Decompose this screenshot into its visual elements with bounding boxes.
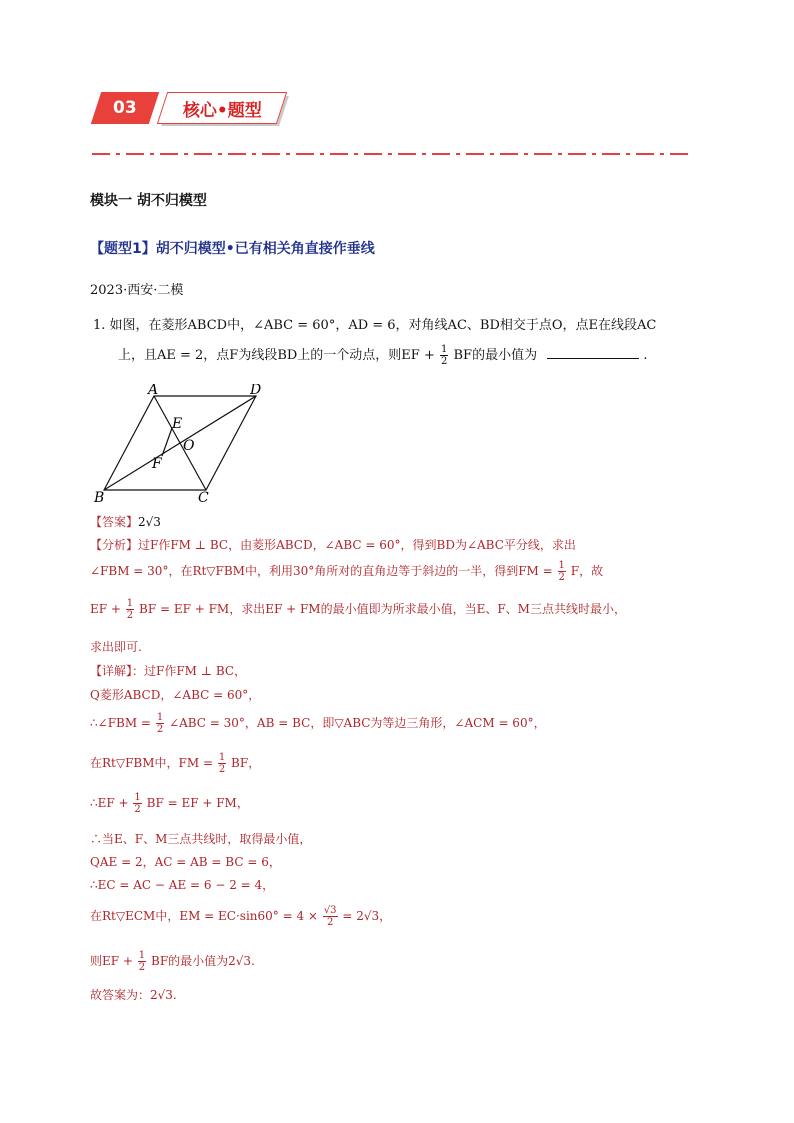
module-title: 模块一 胡不归模型 (90, 193, 207, 209)
solution-line-2: Q菱形ABCD，∠ABC = 60°， (90, 688, 261, 702)
analysis-tag: 【分析】 (90, 538, 139, 552)
question-text-2b: BF的最小值为 (453, 348, 538, 363)
solution-text-10b: BF的最小值为2√3. (151, 954, 255, 968)
question-line-1 (93, 314, 656, 333)
solution-line-11: 故答案为：2√3. (90, 988, 177, 1002)
solution-text-3a: ∴∠FBM = (90, 716, 151, 730)
label-o: O (183, 438, 195, 454)
question-type-title: 【题型1】胡不归模型•已有相关角直接作垂线 (90, 241, 375, 257)
fraction-half: $\frac{1}{2}$ (156, 712, 164, 735)
solution-line-8: ∴EC = AC − AE = 6 − 2 = 4， (90, 878, 275, 892)
solution-text-4a: 在Rt▽FBM中，FM = (90, 756, 214, 770)
answer-tag: 【答案】 (90, 515, 139, 529)
solution-tag: 【详解】 (90, 664, 133, 678)
section-number: 03 (113, 98, 137, 118)
label-f: F (152, 456, 162, 472)
section-title-box (157, 92, 287, 124)
fraction-half: $\frac{1}{2}$ (440, 344, 448, 367)
analysis-text-2b: F，故 (570, 564, 604, 578)
analysis-text-2a: ∠FBM = 30°，在Rt▽FBM中，利用30°角所对的直角边等于斜边的一半，得到FM = (90, 564, 553, 578)
solution-line-9 (90, 905, 391, 928)
question-source: 2023·西安·二模 (90, 283, 184, 298)
fraction-sqrt3-half: $\frac{√3}{2}$ (323, 905, 337, 928)
fraction-half: $\frac{1}{2}$ (126, 598, 134, 621)
question-text-1: 如图，在菱形ABCD中，∠ABC = 60°，AD = 6，对角线AC、BD相交于点O，点E在线段AC (109, 318, 657, 333)
solution-text-10a: 则EF + (90, 954, 133, 968)
analysis-line-3 (90, 598, 626, 621)
segment-ef (162, 428, 172, 456)
label-b: B (94, 490, 105, 504)
analysis-line-4: 求出即可. (90, 640, 142, 654)
question-number: 1. (93, 318, 106, 333)
solution-text-9b: = 2√3， (342, 909, 392, 923)
analysis-text-1: 过F作FM ⊥ BC，由菱形ABCD，∠ABC = 60°，得到BD为∠ABC平分线，求出 (138, 538, 576, 552)
answer-blank (547, 345, 639, 359)
answer-value: 2√3 (138, 515, 161, 529)
solution-text-4b: BF， (231, 756, 261, 770)
question-end: . (643, 348, 648, 363)
fraction-half: $\frac{1}{2}$ (134, 792, 141, 815)
solution-text-3b: ∠ABC = 30°，AB = BC，即▽ABC为等边三角形，∠ACM = 60°， (169, 716, 546, 730)
label-d: D (250, 384, 262, 398)
question-line-2 (118, 344, 648, 367)
rhombus-figure (90, 384, 280, 504)
label-e: E (172, 416, 183, 432)
solution-text-1: ：过F作FM ⊥ BC， (132, 664, 247, 678)
analysis-line-1 (90, 536, 576, 553)
section-title: 核心•题型 (182, 100, 262, 121)
analysis-line-2 (90, 560, 603, 583)
solution-line-10 (90, 950, 255, 973)
solution-line-6: ∴当E、F、M三点共线时，取得最小值， (90, 832, 312, 846)
question-text-2a: 上，且AE = 2，点F为线段BD上的一个动点，则EF + (118, 348, 435, 363)
section-header (96, 92, 286, 126)
solution-line-5 (90, 792, 249, 815)
solution-text-5a: ∴EF + (90, 796, 129, 810)
section-number-badge (91, 92, 159, 124)
solution-text-5b: BF = EF + FM， (146, 796, 249, 810)
label-a: A (148, 384, 159, 398)
analysis-text-3b: BF = EF + FM，求出EF + FM的最小值即为所求最小值，当E、F、M三点共线时最小， (139, 602, 626, 616)
solution-line-1 (90, 662, 246, 679)
diagonal-ac (154, 396, 206, 490)
solution-line-7: QAE = 2，AC = AB = BC = 6， (90, 855, 281, 869)
fraction-half: $\frac{1}{2}$ (558, 560, 565, 583)
analysis-text-3a: EF + (90, 602, 121, 616)
dashed-divider (92, 153, 692, 155)
fraction-half: $\frac{1}{2}$ (218, 752, 226, 775)
label-c: C (198, 490, 209, 504)
answer-line (90, 513, 161, 530)
solution-line-4 (90, 752, 260, 775)
solution-text-9a: 在Rt▽ECM中，EM = EC·sin60° = 4 × (90, 909, 318, 923)
fraction-half: $\frac{1}{2}$ (138, 950, 146, 973)
solution-line-3 (90, 712, 546, 735)
